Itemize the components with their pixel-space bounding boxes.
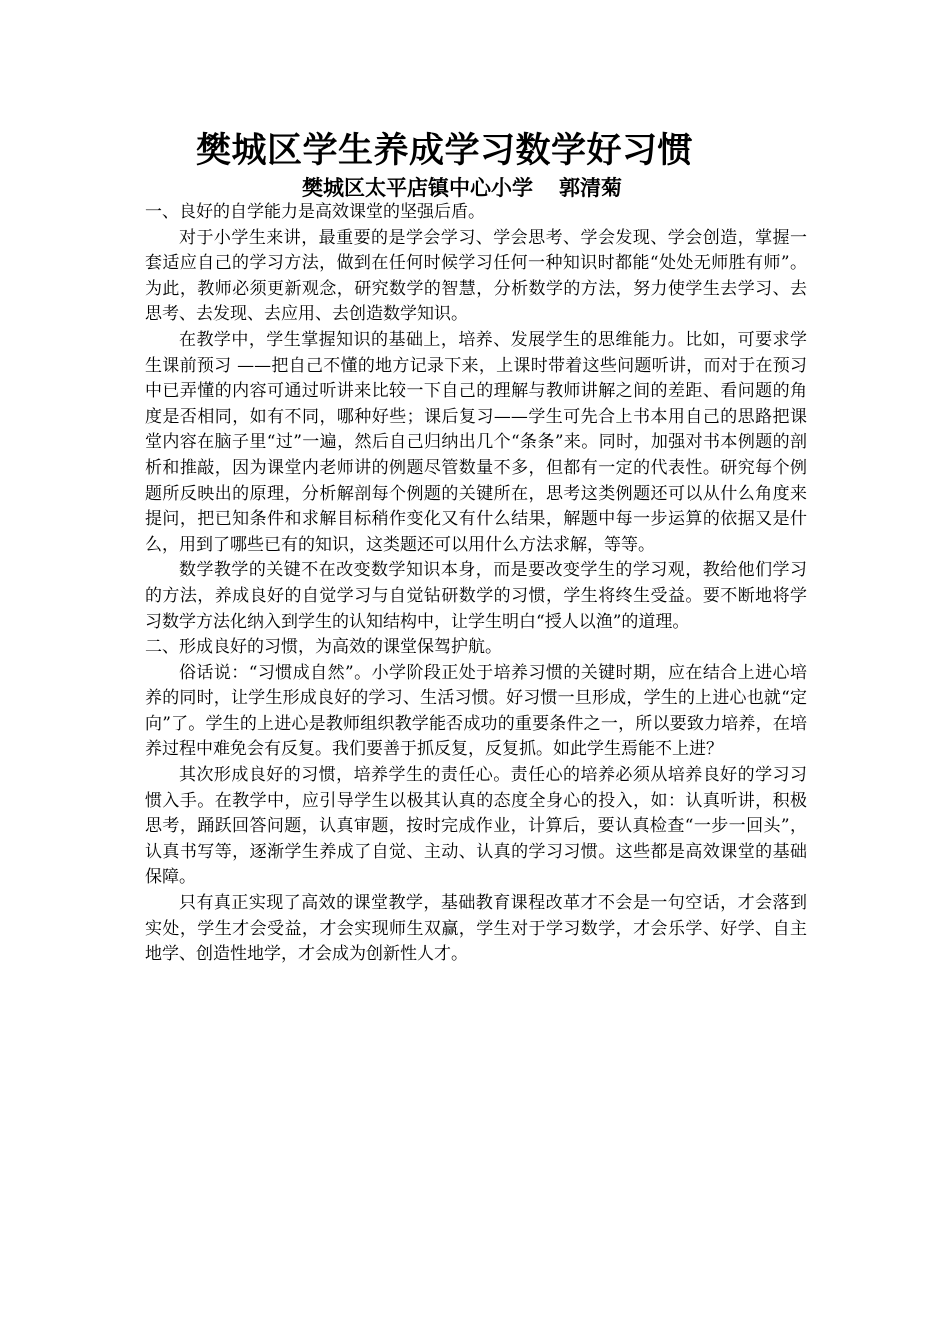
section-heading-2: 二、形成良好的习惯，为高效的课堂保驾护航。: [145, 637, 502, 658]
author-name: 郭清菊: [559, 176, 622, 200]
section-1-paragraph-3: 数学教学的关键不在改变数学知识本身，而是要改变学生的学习观，教给他们学习的方法，养成良好的自觉学习与自觉钻研数学的习惯，学生将终生受益。要不断地将学习数学方法化纳入到学生的认知结构中，让学生明白“授人以渔”的道理。: [145, 560, 807, 632]
section-heading-1: 一、良好的自学能力是高效课堂的坚强后盾。: [145, 202, 485, 222]
section-2-paragraph-2: 其次形成良好的习惯，培养学生的责任心。责任心的培养必须从培养良好的学习习惯入手。在教学中，应引导学生以极其认真的态度全身心的投入，如：认真听讲，积极思考，踊跃回答问题，认真审题，按时完成作业，计算后，要认真检查“一步一回头”，认真书写等，逐渐学生养成了自觉、主动、认真的学习习惯。这些都是高效课堂的基础保障。: [145, 765, 807, 888]
document-body: [145, 200, 807, 968]
section-1-paragraph-2: 在教学中，学生掌握知识的基础上，培养、发展学生的思维能力。比如，可要求学生课前预习 ——把自己不懂的地方记录下来，上课时带着这些问题听讲，而对于在预习中已弄懂的内容可通过听讲来比较一下自己的理解与教师讲解之间的差距、看问题的角度是否相同，如有不同，哪种好些；课后复习——学生可先合上书本用自己的思路把课堂内容在脑子里“过”一遍，然后自己归纳出几个“条条”来。同时，加强对书本例题的剖析和推敲，因为课堂内老师讲的例题尽管数量不多，但都有一定的代表性。研究每个例题所反映出的原理，分析解剖每个例题的关键所在，思考这类例题还可以从什么角度来提问，把已知条件和求解目标稍作变化又有什么结果，解题中每一步运算的依据又是什么，用到了哪些已有的知识，这类题还可以用什么方法求解，等等。: [145, 329, 807, 555]
document-title: 樊城区学生养成学习数学好习惯: [196, 131, 694, 171]
section-2-paragraph-1: 俗话说：“习惯成自然”。小学阶段正处于培养习惯的关键时期，应在结合上进心培养的同时，让学生形成良好的学习、生活习惯。好习惯一旦形成，学生的上进心也就“定向”了。学生的上进心是教师组织教学能否成功的重要条件之一，所以要致力培养，在培养过程中难免会有反复。我们要善于抓反复，反复抓。如此学生焉能不上进？: [145, 662, 807, 760]
author-school: 樊城区太平店镇中心小学: [302, 176, 533, 200]
section-1-paragraph-1: 对于小学生来讲，最重要的是学会学习、学会思考、学会发现、学会创造，掌握一套适应自己的学习方法，做到在任何时候学习任何一种知识时都能“处处无师胜有师”。为此，教师必须更新观念，研究数学的智慧，分析数学的方法，努力使学生去学习、去思考、去发现、去应用、去创造数学知识。: [145, 227, 807, 325]
author-line: [302, 174, 622, 202]
section-2-paragraph-3: 只有真正实现了高效的课堂教学，基础教育课程改革才不会是一句空话，才会落到实处，学生才会受益，才会实现师生双赢，学生对于学习数学，才会乐学、好学、自主地学、创造性地学，才会成为创新性人才。: [145, 893, 807, 965]
